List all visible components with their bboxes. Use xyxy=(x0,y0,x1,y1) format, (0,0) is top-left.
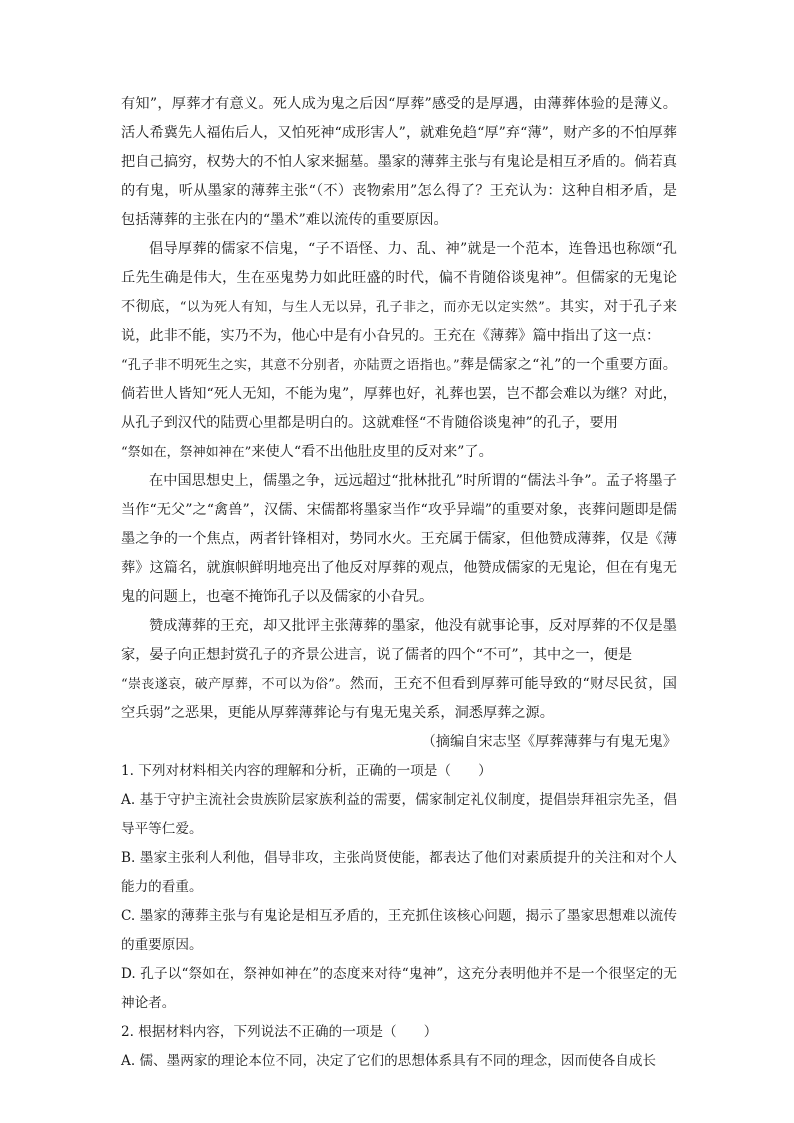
document-body xyxy=(121,90,677,1076)
quotation: “祭如在，祭神如神在” xyxy=(121,445,252,460)
question-1-stem: 1. 下列对材料相关内容的理解和分析，正确的一项是（ ） xyxy=(121,763,492,779)
passage-paragraph-1: 有知”，厚葬才有意义。死人成为鬼之后因“厚葬”感受的是厚遇，由薄葬体验的是薄义。活人希冀先人福佑后人，又怕死神“成形害人”，就难免趋“厚”弃“薄”，财产多的不怕厚葬把自己搞穷，权势大的不怕人家来掘墓。墨家的薄葬主张与有鬼论是相互矛盾的。倘若真的有鬼，听从墨家的薄葬主张“（不）丧物索用”怎么得了？王充认为：这种自相矛盾，是包括薄葬的主张在内的“墨术”难以流传的重要原因。 xyxy=(121,96,677,228)
passage-paragraph-4 xyxy=(121,612,677,728)
source-citation: （摘编自宋志坚《厚葬薄葬与有鬼无鬼》 xyxy=(421,734,677,750)
passage-paragraph-2 xyxy=(121,235,677,467)
paragraph-text: 。然而，王充不但看到厚葬可能导致的“财尽民贫，国空兵弱”之恶果，更能从厚葬薄葬论与有鬼无鬼关系，洞悉厚葬之源。 xyxy=(121,676,677,721)
question-2-option-a: A. 儒、墨两家的理论本位不同，决定了它们的思想体系具有不同的理念，因而使各自成长 xyxy=(121,1053,657,1069)
question-2-stem: 2. 根据材料内容，下列说法不正确的一项是（ ） xyxy=(121,1024,438,1040)
paragraph-text: 倡导厚葬的儒家不信鬼，“子不语怪、力、乱、神”就是一个范本，连鲁迅也称颂“孔丘先生确是伟大，生在巫鬼势力如此旺盛的时代，偏不肯随俗谈鬼神”。但儒家的无鬼论不彻底， xyxy=(121,241,677,315)
paragraph-text: 。其实，对于孔子来说，此非不能，实乃不为，他心中是有小旮旯的。王充在《薄葬》篇中指出了这一点： xyxy=(121,299,677,344)
question-1-option-d: D. 孔子以“祭如在，祭神如神在”的态度来对待“鬼神”，这充分表明他并不是一个很坚定的无神论者。 xyxy=(121,966,677,1011)
quotation: “以为死人有知，与生人无以异，孔子非之，而亦无以定实然” xyxy=(179,300,545,315)
quotation: “崇丧遂哀，破产厚葬，不可以为俗” xyxy=(121,677,335,692)
passage-paragraph-3: 在中国思想史上，儒墨之争，远远超过“批林批孔”时所谓的“儒法斗争”。孟子将墨子当作“无父”之“禽兽”，汉儒、宋儒都将墨家当作“攻乎异端”的重要对象，丧葬问题即是儒墨之争的一个焦点，两者针锋相对，势同水火。王充属于儒家，但他赞成薄葬，仅是《薄葬》这篇名，就旗帜鲜明地亮出了他反对厚葬的观点，他赞成儒家的无鬼论，但在有鬼无鬼的问题上，也毫不掩饰孔子以及儒家的小旮旯。 xyxy=(121,473,677,605)
question-1-option-b: B. 墨家主张利人利他，倡导非攻，主张尚贤使能，都表达了他们对素质提升的关注和对个人能力的看重。 xyxy=(121,850,677,895)
question-1-option-a: A. 基于守护主流社会贵族阶层家族利益的需要，儒家制定礼仪制度，提倡崇拜祖宗先圣，倡导平等仁爱。 xyxy=(121,792,677,837)
quotation: “孔子非不明死生之实，其意不分别者，亦陆贾之语指也。” xyxy=(121,358,460,373)
paragraph-text: 赞成薄葬的王充，却又批评主张薄葬的墨家，他没有就事论事，反对厚葬的不仅是墨家，晏子向正想封赏孔子的齐景公进言，说了儒者的四个“不可”，其中之一，便是 xyxy=(121,618,677,663)
paragraph-text: 葬是儒家之“礼”的一个重要方面。倘若世人皆知“死人无知，不能为鬼”，厚葬也好，礼葬也罢，岂不都会难以为继？对此，从孔子到汉代的陆贾心里都是明白的。这就难怪“不肯随俗谈鬼神”的孔子，要用 xyxy=(121,357,677,431)
paragraph-text: 来使人“看不出他肚皮里的反对来”了。 xyxy=(251,444,493,460)
question-1-option-c: C. 墨家的薄葬主张与有鬼论是相互矛盾的，王充抓住该核心问题，揭示了墨家思想难以流传的重要原因。 xyxy=(121,908,677,953)
